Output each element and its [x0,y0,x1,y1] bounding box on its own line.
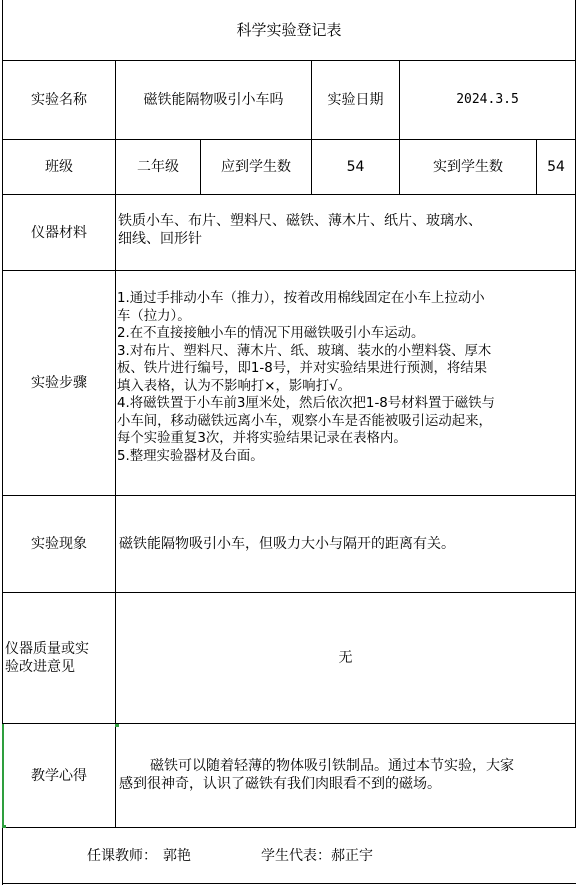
class-value: 二年级 [137,159,179,175]
teacher-name: 郭艳 [163,847,191,864]
expected-students: 54 [346,159,365,175]
steps-text [117,290,572,465]
materials-line: 细线、回形针 [118,231,202,247]
reflection-line: 感到很神奇，认识了磁铁有我们肉眼看不到的磁场。 [119,776,441,792]
materials-label: 仪器材料 [31,224,87,241]
experiment-name-label: 实验名称 [31,92,87,108]
footer [3,828,575,883]
phenomenon-label: 实验现象 [31,536,87,552]
step-line: 5.整理实验器材及台面。 [117,448,264,464]
feedback-text: 无 [338,650,353,666]
grid-line [2,883,576,884]
reflection-line: 磁铁可以随着轻薄的物体吸引铁制品。通过本节实验，大家 [150,758,514,774]
step-line: 每个实验重复3次，并将实验结果记录在表格内。 [117,431,407,446]
materials-text [116,212,575,257]
class-label: 班级 [45,159,73,175]
step-line: 4.将磁铁置于小车前3厘米处，然后依次把1-8号材料置于磁铁与 [117,396,495,411]
actual-students: 54 [547,159,565,175]
reflection-text [116,757,575,797]
materials-line: 铁质小车、布片、塑料尺、磁铁、薄木片、纸片、玻璃水、 [118,213,482,229]
student-rep-label: 学生代表： [261,847,331,864]
feedback-label-line: 验改进意见 [5,659,75,675]
form-title: 科学实验登记表 [236,21,342,39]
step-line: 小车间，移动磁铁远离小车，观察小车是否能被吸引运动起来， [117,413,492,429]
experiment-name: 磁铁能隔物吸引小车吗 [143,92,284,108]
step-line: 车（拉力）。 [117,308,191,324]
feedback-label-line: 仪器质量或实 [5,641,89,657]
feedback-label [3,593,115,723]
experiment-date-label: 实验日期 [327,92,384,108]
phenomenon-text: 磁铁能隔物吸引小车，但吸力大小与隔开的距离有关。 [119,536,455,552]
expected-students-label: 应到学生数 [221,159,291,175]
grid-line [575,0,576,828]
selection-marker [115,724,119,727]
experiment-date: 2024.3.5 [456,92,519,107]
step-line: 板、铁片进行编号，即1-8号，并对实验结果进行预测，将结果 [117,361,488,376]
step-line: 填入表格，认为不影响打×，影响打√。 [117,378,352,394]
step-line: 2.在不直接接触小车的情况下用磁铁吸引小车运动。 [117,326,425,341]
reflection-label: 教学心得 [31,767,87,784]
student-rep-name: 郝正宇 [331,847,373,864]
actual-students-label: 实到学生数 [433,159,503,175]
teacher-label: 任课教师： [87,847,157,864]
step-line: 3.对布片、塑料尺、薄木片、纸、玻璃、装水的小塑料袋、厚木 [117,343,492,359]
steps-label: 实验步骤 [31,375,87,391]
step-line: 1.通过手排动小车（推力），按着改用棉线固定在小车上拉动小 [117,291,485,306]
